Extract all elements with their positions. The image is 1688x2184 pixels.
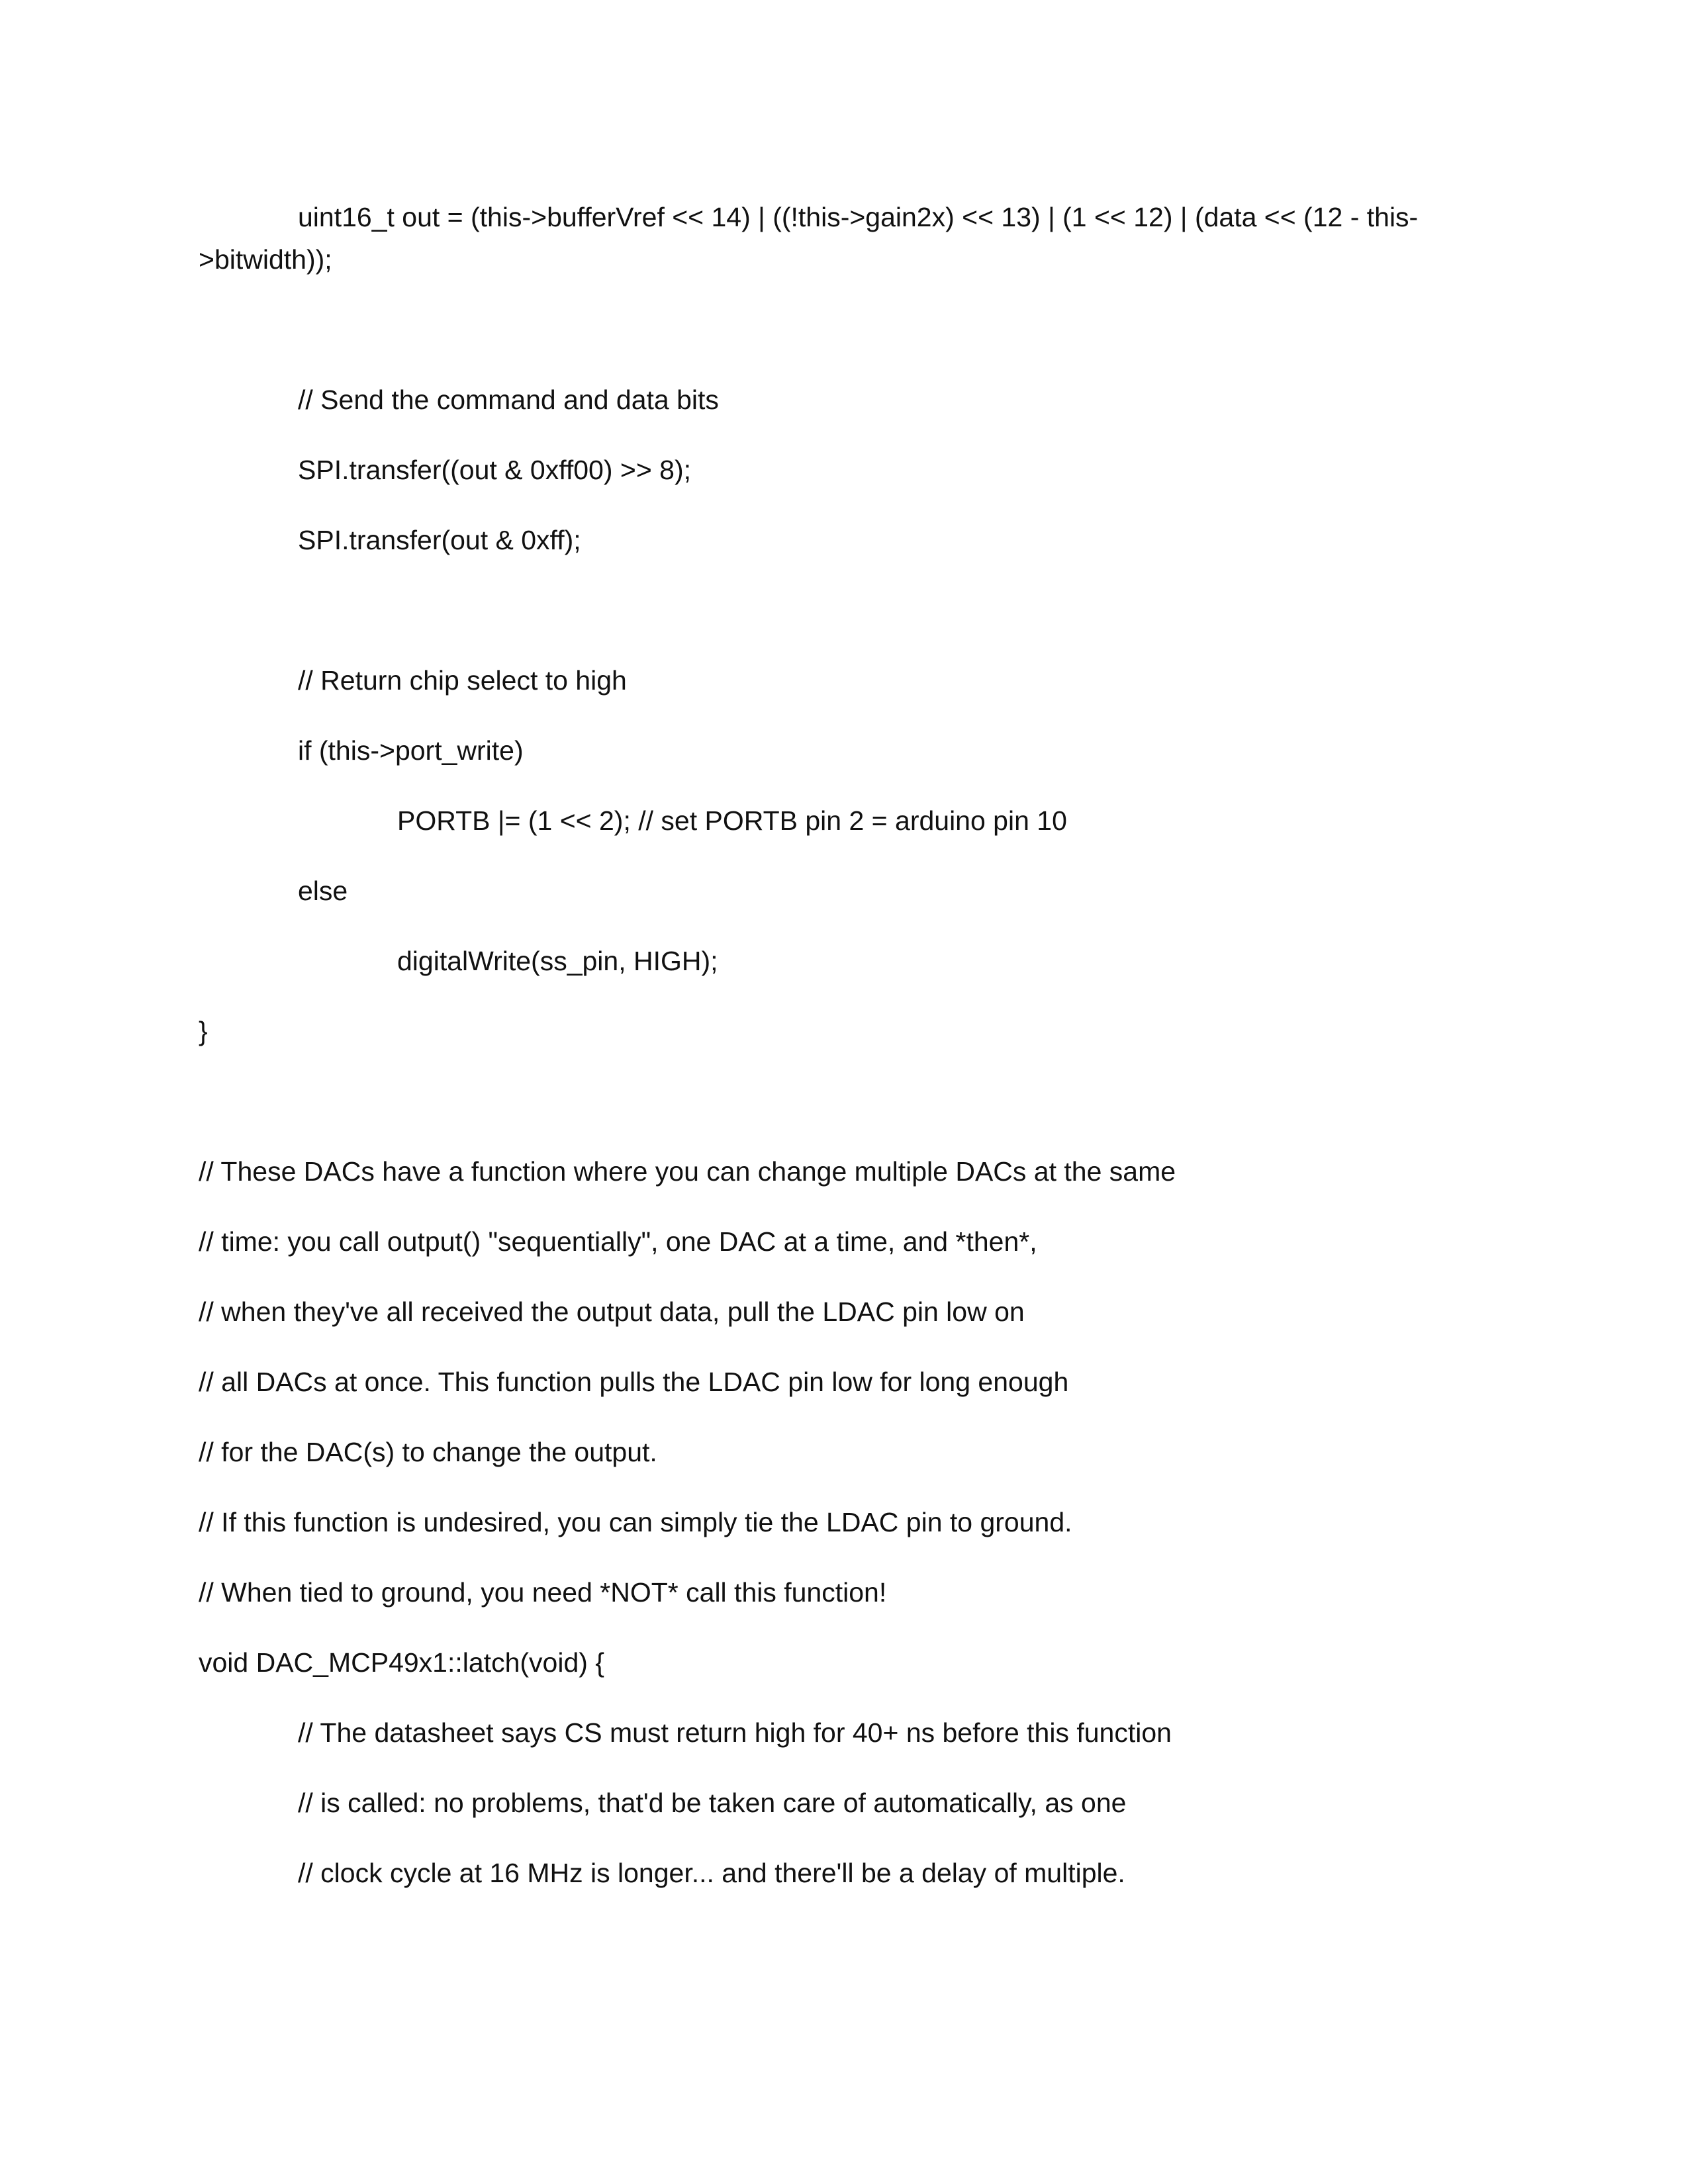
- comment-datasheet-1: // The datasheet says CS must return high for 40+ ns before this function: [298, 1717, 1172, 1748]
- comment-send-command: // Send the command and data bits: [298, 385, 719, 415]
- comment-latch-description-1: // These DACs have a function where you can change multiple DACs at the same: [199, 1156, 1176, 1187]
- comment-datasheet-2: // is called: no problems, that'd be taken care of automatically, as one: [298, 1788, 1127, 1818]
- code-line-if-port-write: if (this->port_write): [298, 735, 524, 766]
- code-line-spi-transfer-high: SPI.transfer((out & 0xff00) >> 8);: [298, 455, 692, 485]
- code-line-digital-write: digitalWrite(ss_pin, HIGH);: [397, 946, 718, 976]
- code-line-latch-signature: void DAC_MCP49x1::latch(void) {: [199, 1647, 604, 1678]
- code-line-out-assignment-wrap: >bitwidth));: [199, 244, 332, 275]
- comment-latch-description-3: // when they've all received the output data, pull the LDAC pin low on: [199, 1297, 1025, 1327]
- code-line-spi-transfer-low: SPI.transfer(out & 0xff);: [298, 525, 581, 555]
- comment-latch-description-7: // When tied to ground, you need *NOT* call this function!: [199, 1577, 887, 1608]
- code-line-else: else: [298, 876, 348, 906]
- comment-return-chip-select: // Return chip select to high: [298, 665, 627, 696]
- comment-latch-description-4: // all DACs at once. This function pulls the LDAC pin low for long enough: [199, 1367, 1069, 1397]
- comment-datasheet-3: // clock cycle at 16 MHz is longer... and there'll be a delay of multiple.: [298, 1858, 1125, 1888]
- comment-latch-description-2: // time: you call output() "sequentially", one DAC at a time, and *then*,: [199, 1226, 1037, 1257]
- code-line-portb-set: PORTB |= (1 << 2); // set PORTB pin 2 = arduino pin 10: [397, 805, 1067, 836]
- code-line-out-assignment: uint16_t out = (this->bufferVref << 14) | ((!this->gain2x) << 13) | (1 << 12) | (data << (12 - this-: [298, 202, 1419, 232]
- comment-latch-description-5: // for the DAC(s) to change the output.: [199, 1437, 657, 1467]
- code-line-closing-brace: }: [199, 1016, 208, 1046]
- comment-latch-description-6: // If this function is undesired, you can simply tie the LDAC pin to ground.: [199, 1507, 1072, 1537]
